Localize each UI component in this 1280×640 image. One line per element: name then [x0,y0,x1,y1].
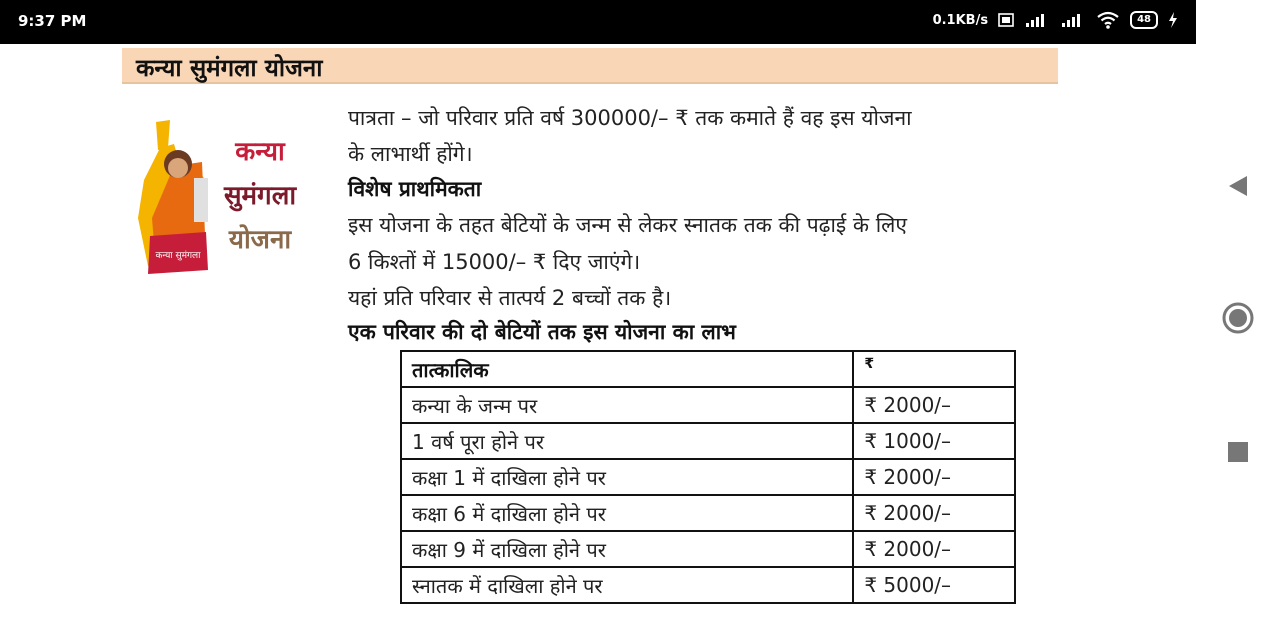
benefit-heading: एक परिवार की दो बेटियों तक इस योजना का लाभ [348,320,736,344]
wifi-icon [1096,11,1120,29]
benefits-table [400,350,1016,604]
table-header-col1: तात्कालिक [401,351,853,387]
home-circle-icon [1221,301,1255,335]
table-cell-amount: ₹ 2000/– [853,495,1015,531]
table-row [401,459,1015,495]
status-bar [0,0,1196,44]
family-note: यहां प्रति परिवार से तात्पर्य 2 बच्चों तक है। [348,286,672,310]
table-cell-label: कक्षा 1 में दाखिला होने पर [401,459,853,495]
table-row [401,531,1015,567]
priority-line1: इस योजना के तहत बेटियों के जन्म से लेकर स्नातक तक की पढ़ाई के लिए [348,213,908,237]
logo-badge-text: कन्या सुमंगला [155,251,201,261]
charging-icon [1168,12,1178,28]
network-speed: 0.1KB/s [932,12,989,28]
table-cell-amount: ₹ 5000/– [853,567,1015,603]
eligibility-line2: के लाभार्थी होंगे। [348,142,473,166]
page-title: कन्या सुमंगला योजना [136,54,323,82]
table-row [401,495,1015,531]
table-cell-label: कक्षा 6 में दाखिला होने पर [401,495,853,531]
special-priority-heading: विशेष प्राथमिकता [348,177,482,201]
table-cell-label: कन्या के जन्म पर [401,387,853,423]
back-triangle-icon [1227,175,1249,197]
table-cell-amount: ₹ 2000/– [853,531,1015,567]
navigation-bar [1196,0,1280,640]
table-row [401,387,1015,423]
status-icons [933,11,1178,29]
back-button[interactable] [1218,166,1258,206]
battery-icon: 48 [1130,11,1158,29]
logo-text-line1: कन्या [235,137,285,167]
table-cell-label: कक्षा 9 में दाखिला होने पर [401,531,853,567]
table-header-col2: ₹ [853,351,1015,387]
scheme-logo-illustration-icon [134,108,304,284]
logo-text-line3: योजना [228,225,292,255]
eligibility-line1: पात्रता – जो परिवार प्रति वर्ष 300000/– ₹ तक कमाते हैं वह इस योजना [348,106,912,130]
table-cell-amount: ₹ 1000/– [853,423,1015,459]
recents-button[interactable] [1218,432,1258,472]
table-row [401,567,1015,603]
table-header-row [401,351,1015,387]
table-cell-label: 1 वर्ष पूरा होने पर [401,423,853,459]
table-row [401,423,1015,459]
table-cell-amount: ₹ 2000/– [853,387,1015,423]
signal-icon [1024,12,1050,28]
volte-icon [998,13,1014,27]
status-time: 9:37 PM [18,12,87,30]
home-button[interactable] [1218,298,1258,338]
logo-text-line2: सुमंगला [223,181,297,211]
table-cell-amount: ₹ 2000/– [853,459,1015,495]
scheme-logo [134,108,304,284]
page-title-bar [122,48,1058,84]
signal-icon-2 [1060,12,1086,28]
recents-square-icon [1227,441,1249,463]
document-page [0,44,1196,640]
priority-line2: 6 किश्तों में 15000/– ₹ दिए जाएंगे। [348,250,641,274]
table-cell-label: स्नातक में दाखिला होने पर [401,567,853,603]
